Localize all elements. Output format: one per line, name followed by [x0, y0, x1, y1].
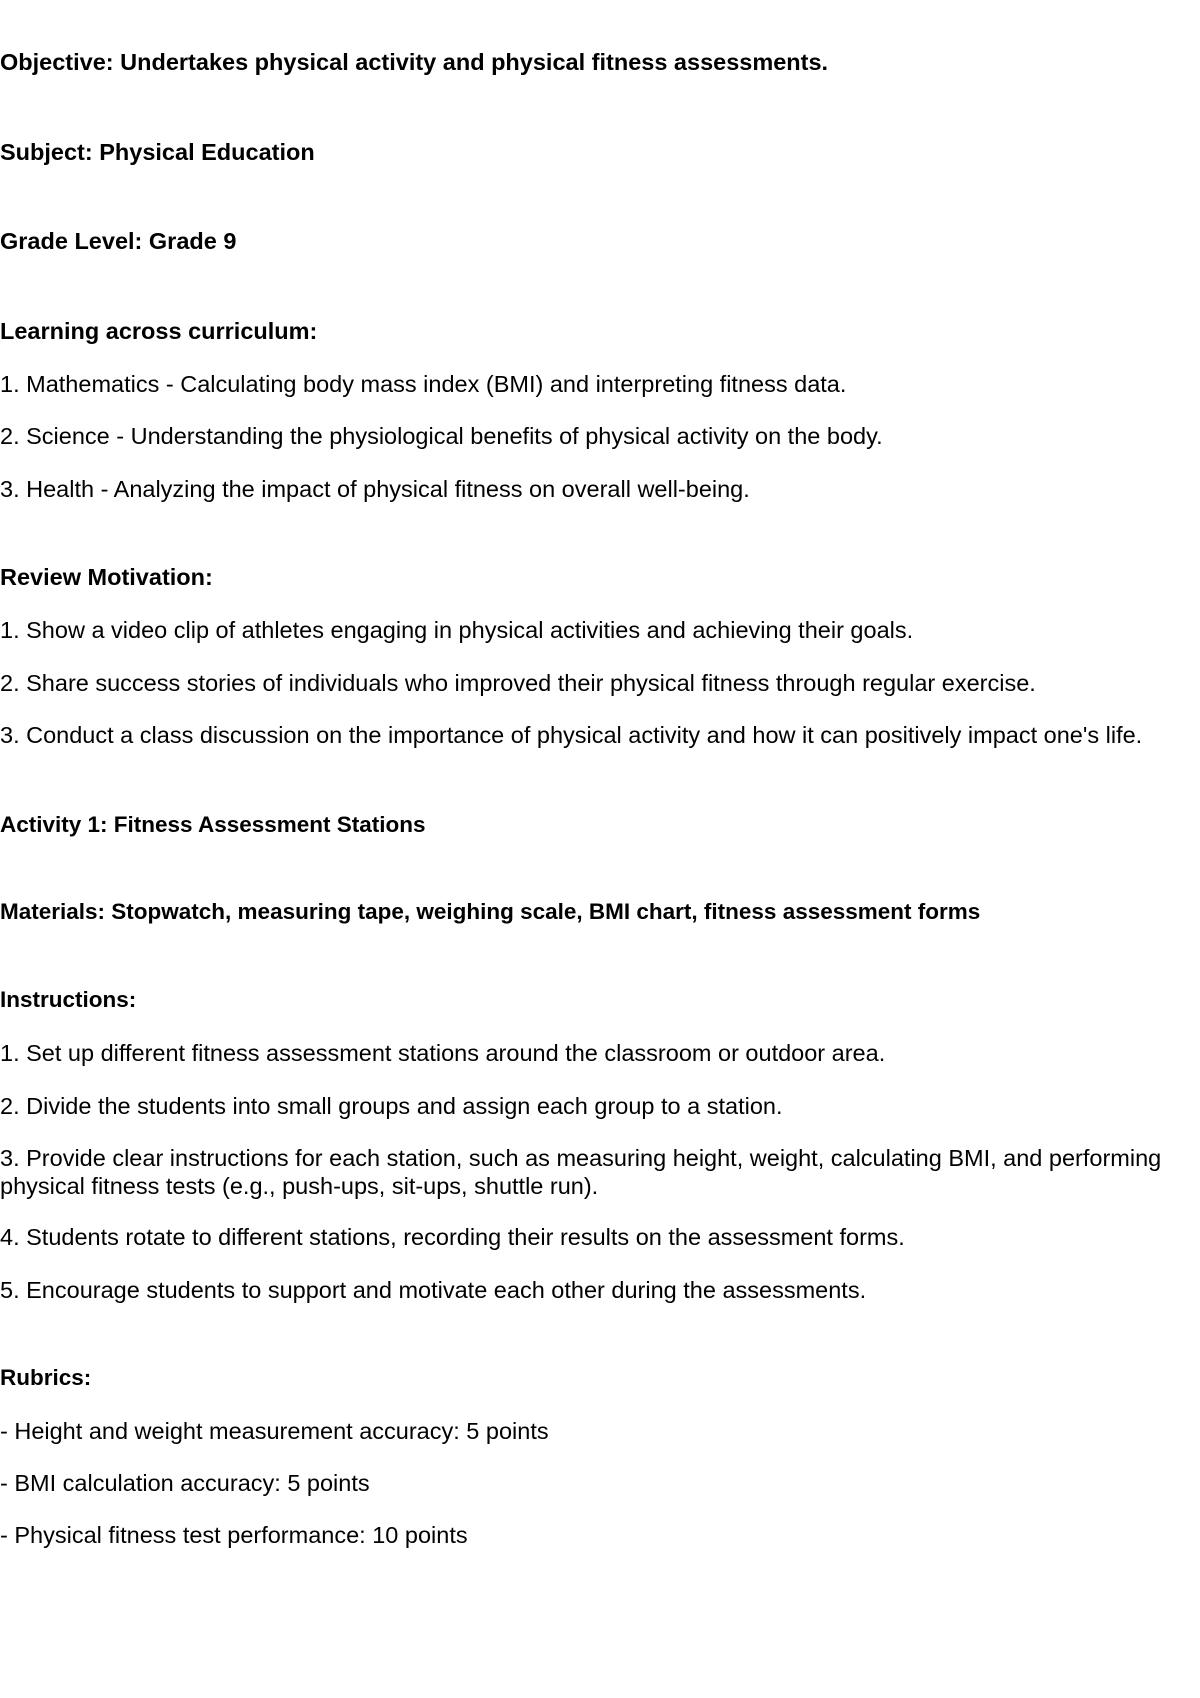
instruction-item: 1. Set up different fitness assessment stations around the classroom or outdoor area. — [0, 1040, 886, 1066]
rubric-item: - Physical fitness test performance: 10 points — [0, 1522, 468, 1548]
motivation-item: 2. Share success stories of individuals who improved their physical fitness through regular exercise. — [0, 670, 1036, 696]
motivation-item: 1. Show a video clip of athletes engaging in physical activities and achieving their goals. — [0, 617, 914, 643]
rubric-item: - BMI calculation accuracy: 5 points — [0, 1470, 370, 1496]
instruction-item: 3. Provide clear instructions for each station, such as measuring height, weight, calculating BMI, and performing physical fitness tests (e.g., push-ups, sit-ups, shuttle run). — [0, 1145, 1162, 1199]
rubrics-heading: Rubrics: — [0, 1365, 92, 1390]
subject-heading: Subject: Physical Education — [0, 139, 315, 165]
instruction-item: 2. Divide the students into small groups and assign each group to a station. — [0, 1093, 783, 1119]
learning-item: 3. Health - Analyzing the impact of physical fitness on overall well-being. — [0, 476, 750, 502]
instruction-item: 5. Encourage students to support and motivate each other during the assessments. — [0, 1277, 867, 1303]
learning-across-heading: Learning across curriculum: — [0, 318, 318, 344]
rubric-item: - Height and weight measurement accuracy: 5 points — [0, 1418, 549, 1444]
motivation-item: 3. Conduct a class discussion on the importance of physical activity and how it can positively impact one's life. — [0, 722, 1143, 748]
learning-item: 2. Science - Understanding the physiological benefits of physical activity on the body. — [0, 423, 883, 449]
instruction-item: 4. Students rotate to different stations, recording their results on the assessment forms. — [0, 1224, 905, 1250]
instructions-heading: Instructions: — [0, 987, 137, 1012]
materials-line: Materials: Stopwatch, measuring tape, weighing scale, BMI chart, fitness assessment forms — [0, 899, 981, 924]
objective-heading: Objective: Undertakes physical activity and physical fitness assessments. — [0, 49, 829, 75]
activity-title: Activity 1: Fitness Assessment Stations — [0, 812, 426, 837]
review-motivation-heading: Review Motivation: — [0, 564, 213, 590]
learning-item: 1. Mathematics - Calculating body mass index (BMI) and interpreting fitness data. — [0, 371, 847, 397]
grade-level-heading: Grade Level: Grade 9 — [0, 228, 237, 254]
